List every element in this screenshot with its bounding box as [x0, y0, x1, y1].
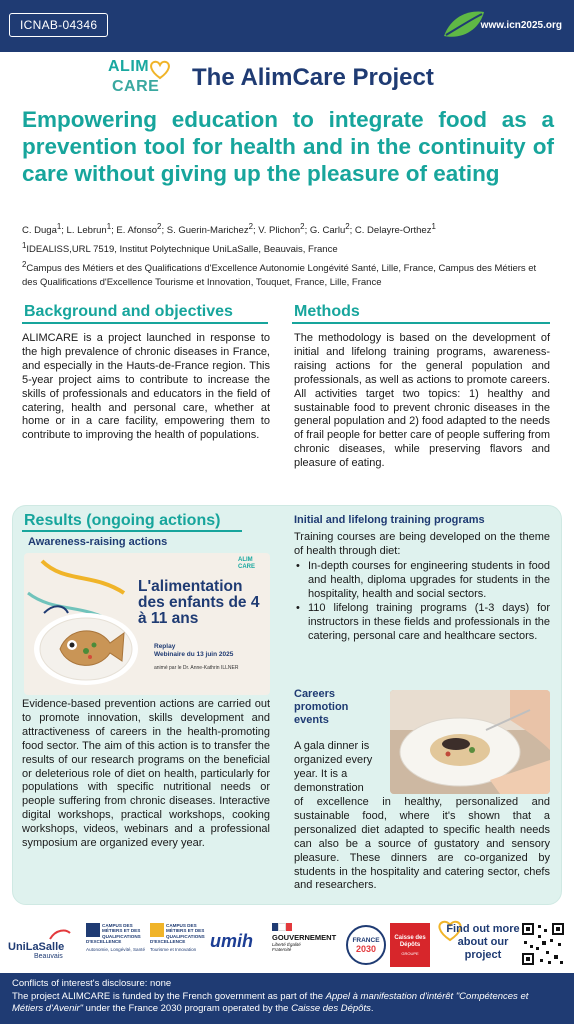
careers-heading: Careers promotion events: [294, 688, 349, 726]
find-out-link[interactable]: Find out more about our project: [446, 923, 520, 961]
project-brand: [106, 58, 486, 102]
campus-ti-name: CAMPUS DES MÉTIERS ET DES QUALIFICATIONS D'EXCELLENCE: [150, 923, 205, 945]
banner-replay: [154, 643, 233, 659]
background-heading: Background and objectives: [24, 303, 233, 320]
author-names: C. Duga$^1$; L. Lebrun$^1$; E. Afonso$^2$; S. Guerin-Marichez$^2$; V. Plichon$^2$; G. Carlu$^2$; C. Delayre-Orthez$^1$: [22, 222, 436, 237]
poster-id-badge: ICNAB-04346: [9, 13, 108, 37]
gouvernement-logo: [272, 923, 344, 952]
cdc-group: GROUPE: [401, 951, 419, 956]
list-item: • 110 lifelong training programs (1-3 days) for instructors in these fields and professionals in the catering, personal care and healthcare sectors.: [294, 602, 550, 644]
campus-als-logo: [86, 923, 148, 952]
unilasalle-logo: [8, 929, 78, 960]
campus-als-sub: Autonomie, Longévité, Santé: [86, 946, 145, 952]
fish-toast-illustration: [24, 553, 144, 695]
gouvernement-name: GOUVERNEMENT: [272, 933, 337, 942]
webinar-banner: [24, 553, 270, 695]
campus-square-icon: [150, 923, 164, 937]
authors-block: [22, 220, 554, 291]
training-intro: Training courses are being developed on the theme of health through diet:: [294, 531, 550, 557]
header-bar: [0, 0, 574, 52]
results-divider: [22, 530, 242, 532]
results-heading: Results (ongoing actions): [24, 512, 221, 529]
campus-ti-logo: [150, 923, 208, 952]
qr-code-icon[interactable]: [520, 921, 566, 967]
gala-dinner-photo: [390, 690, 550, 794]
alimcare-logo: [106, 58, 174, 102]
careers-text-start: A gala dinner is organized every year. It is a demonstration: [294, 740, 373, 794]
banner-speaker: animé par le Dr. Anne-Kathrin ILLNER: [154, 665, 239, 671]
unilasalle-name: UniLaSalle: [8, 941, 65, 953]
banner-replay-label: Replay: [154, 643, 176, 650]
umih-logo: umih: [210, 931, 253, 951]
affiliation-2: $^2$Campus des Métiers et des Qualifications d'Excellence Autonomie Longévité Santé, Lille, France, Campus des Métiers et des Qualifications d'Excellence Tourisme et Innovation, Touquet, France, Lille, France: [22, 260, 537, 289]
unilasalle-city: Beauvais: [34, 953, 63, 960]
green-leaf-icon: [442, 10, 486, 40]
campus-square-icon: [86, 923, 100, 937]
methods-text: The methodology is based on the development of initial and lifelong training programs, awareness-raising actions for the general population and professionals, as well as actions to promote careers. All activities target two topics: 1) healthy and sustainable food to prevent chronic diseases in the general population and 2) food adapted to the needs of frail people for better care of people suffering from chronic diseases, while preserving flavors and pleasure of eating.: [294, 332, 550, 470]
banner-webinar-date: Webinaire du 13 juin 2025: [154, 651, 234, 658]
training-heading: Initial and lifelong training programs: [294, 514, 485, 526]
caisse-des-depots-logo: [390, 923, 430, 967]
careers-text: of excellence in healthy, personalized and sustainable food, where it's shown that a personalized diet adapted to specific health needs can also be a source of gustatory and sensory pleasure. These dinners are co-organized by students in the hospitality and catering sector, chefs and researchers.: [294, 796, 550, 892]
methods-heading: Methods: [294, 303, 360, 320]
banner-title: L'alimentation des enfants de 4 à 11 ans: [138, 578, 260, 627]
plated-dish-illustration: [390, 690, 550, 794]
footer-bar: [0, 973, 574, 1024]
france2030-word: FRANCE: [352, 937, 380, 944]
awareness-text: Evidence-based prevention actions are carried out to promote innovation, skills development and attractiveness of careers in the health-promoting food sector. The aim of this action is to transfer the results of our research programs on the beneficial or deleterious role of diet on health, particularly for populations with specific nutritional needs or people suffering from chronic diseases. Interactive digital workshops, practical workshops, cooking workshops, videos, webinars and a professional symposium are organized every year.: [22, 698, 270, 850]
background-text: ALIMCARE is a project launched in response to the high prevalence of chronic diseases in France, and especially in the Hauts-de-France region. This 5-year project aims to contribute to increase the skills of professionals and educators in the field of catering, health and personal care, whether at home or in a care facility, empowering them to contribute to improving the health of populations.: [22, 332, 270, 442]
funding-statement: The project ALIMCARE is funded by the French government as part of the Appel à manifestation d'intérêt "Compétences et Métiers d'Avenir" under the France 2030 program operated by the Caisse des Dépôts.: [12, 990, 529, 1014]
training-list: [294, 560, 550, 643]
france2030-year: 2030: [355, 944, 377, 954]
unilasalle-swoosh-icon: [48, 927, 72, 941]
heart-icon: [148, 60, 172, 80]
logo-text-alim: ALIM: [108, 58, 150, 75]
poster-title: Empowering education to integrate food as a prevention tool for health and in the continuity of care without giving up the pleasure of eating: [22, 107, 554, 186]
methods-divider: [292, 322, 550, 324]
conflicts-disclosure: Conflicts of interest's disclosure: none: [12, 978, 172, 989]
project-title: The AlimCare Project: [192, 64, 434, 91]
france2030-logo: [346, 925, 386, 965]
logo-text-care: CARE: [112, 78, 160, 95]
awareness-heading: Awareness-raising actions: [28, 536, 168, 548]
gouvernement-motto: Liberté Égalité Fraternité: [272, 942, 301, 952]
banner-logo-alim: ALIM: [238, 557, 253, 563]
french-flag-icon: [272, 923, 292, 931]
banner-logo-care: CARE: [238, 564, 256, 570]
campus-als-name: CAMPUS DES MÉTIERS ET DES QUALIFICATIONS D'EXCELLENCE: [86, 923, 141, 945]
banner-alimcare-logo: [238, 557, 255, 571]
partner-logos: [0, 915, 574, 971]
campus-ti-sub: Tourisme et Innovation: [150, 946, 197, 952]
conference-url[interactable]: www.icn2025.org: [480, 20, 562, 31]
list-item: • In-depth courses for engineering students in food and health, diploma upgrades for students in the hospitality, health and social sectors.: [294, 560, 550, 602]
background-divider: [22, 322, 268, 324]
cdc-name: Caisse des Dépôts: [394, 935, 426, 948]
affiliation-1: $^1$IDEALISS,URL 7519, Institut Polytechnique UniLaSalle, Beauvais, France: [22, 241, 338, 256]
